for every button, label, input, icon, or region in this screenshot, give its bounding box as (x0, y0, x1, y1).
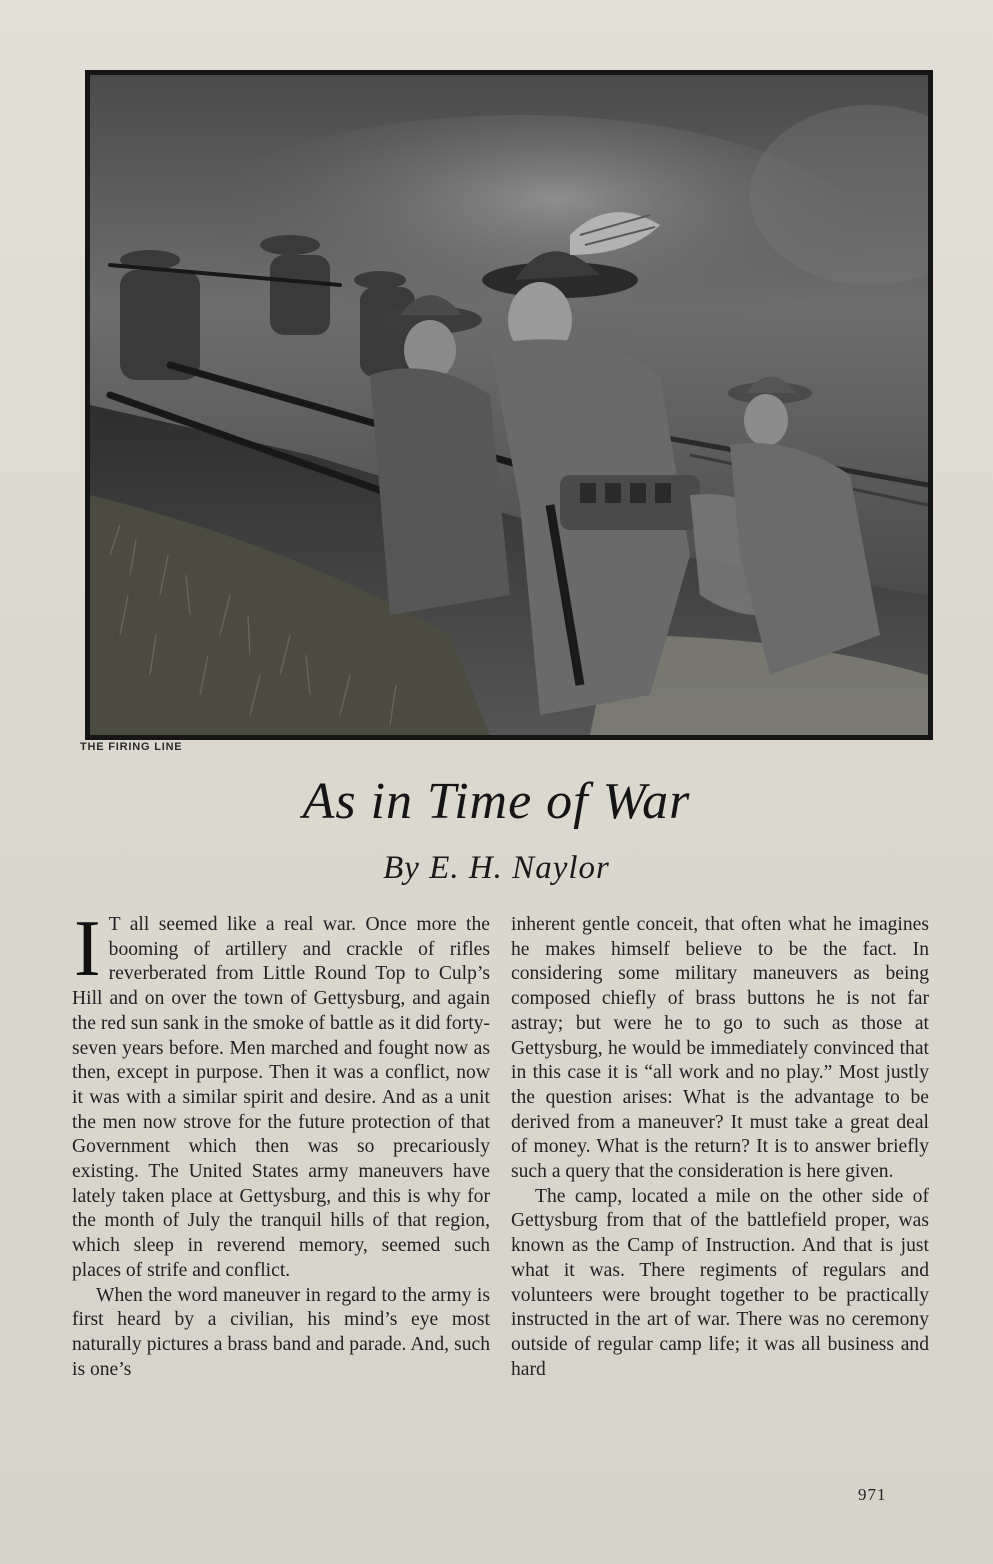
article-byline: By E. H. Naylor (383, 850, 610, 886)
paragraph: The camp, located a mile on the other side of Gettysburg from that of the battlefield proper, was known as the Camp of Instruction. And that is just what it was. There regiments of regulars and volunteers were brought together to be practically instructed in the art of war. There was no ceremony outside of regular camp life; it was all business and hard (511, 1185, 929, 1380)
paragraph (72, 905, 490, 1284)
photo-illustration (90, 75, 928, 735)
photo-firing-line (85, 70, 933, 740)
drop-cap: I (74, 905, 101, 993)
paragraph: When the word maneuver in regard to the army is first heard by a civilian, his mind’s eye most naturally pictures a brass band and parade. And, such is one’s (72, 1284, 490, 1380)
article-title: As in Time of War (302, 773, 691, 830)
photo-caption: THE FIRING LINE (80, 741, 183, 753)
text-column-left (72, 905, 490, 1382)
paragraph: inherent gentle conceit, that often what he imagines he makes himself believe to be the fact. In considering some military maneuvers as being composed chiefly of brass buttons he is not far astray; but were he to go to such as those at Gettysburg, he would be immediately convinced that in this case it is “all work and no play.” Most justly the question arises: What is the advantage to be derived from a maneuver? It must take a great deal of money. What is the return? It is to answer briefly such a query that the consideration is here given. (511, 914, 929, 1183)
text-column-right (511, 913, 929, 1382)
page-number: 971 (858, 1485, 887, 1504)
paragraph-text: T all seemed like a real war. Once more the booming of artillery and crackle of rifles reverberated from Little Round Top to Culp’s Hill and on over the town of Gettysburg, and again the red sun sank in the smoke of battle as it did forty-seven years before. Men marched and fought now as then, except in purpose. Then it was a conflict, now it was with a similar spirit and desire. And as a unit the men now strove for the future protection of that Government which then was so precariously existing. The United States army maneuvers have lately taken place at Gettysburg, and this is why for the month of July the tranquil hills of that region, which sleep in reverend memory, seemed such places of strife and conflict. (72, 914, 490, 1281)
